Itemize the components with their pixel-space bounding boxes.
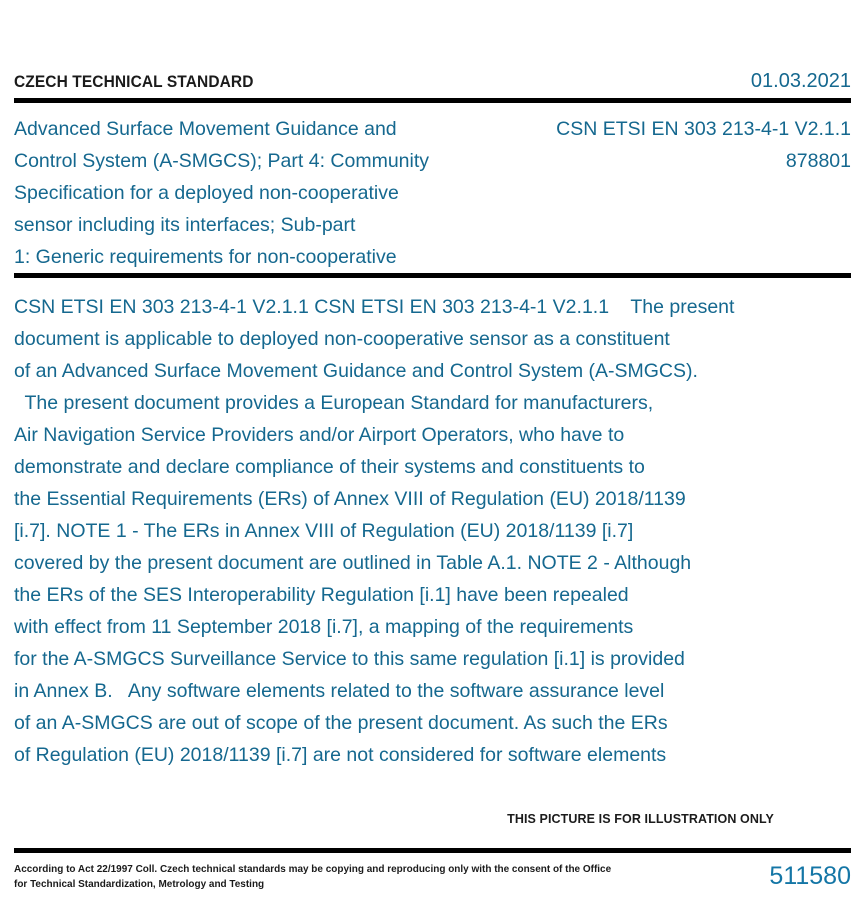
abstract-line: of an Advanced Surface Movement Guidance and Control System (A-SMGCS). bbox=[14, 360, 698, 382]
copyright-line: According to Act 22/1997 Coll. Czech technical standards may be copying and reproducing only with the consent of the Office bbox=[14, 863, 612, 875]
abstract-line: for the A-SMGCS Surveillance Service to this same regulation [i.1] is provided bbox=[14, 648, 685, 670]
abstract-line: the ERs of the SES Interoperability Regulation [i.1] have been repealed bbox=[14, 584, 629, 606]
footer-band bbox=[14, 862, 851, 892]
header-band bbox=[14, 70, 851, 93]
abstract-line: [i.7]. NOTE 1 - The ERs in Annex VIII of Regulation (EU) 2018/1139 [i.7] bbox=[14, 520, 634, 542]
abstract-line: CSN ETSI EN 303 213-4-1 V2.1.1 CSN ETSI EN 303 213-4-1 V2.1.1 The present bbox=[14, 296, 735, 318]
abstract-text-block bbox=[14, 291, 851, 771]
footer-divider-rule bbox=[14, 848, 851, 853]
abstract-line: of an A-SMGCS are out of scope of the present document. As such the ERs bbox=[14, 712, 668, 734]
abstract-line: Air Navigation Service Providers and/or Airport Operators, who have to bbox=[14, 424, 625, 446]
document-type-kicker: CZECH TECHNICAL STANDARD bbox=[14, 73, 254, 91]
title-line: Advanced Surface Movement Guidance and bbox=[14, 118, 397, 140]
title-zone bbox=[14, 113, 851, 273]
illustration-notice: THIS PICTURE IS FOR ILLUSTRATION ONLY bbox=[507, 812, 774, 826]
abstract-line: The present document provides a European Standard for manufacturers, bbox=[14, 392, 654, 414]
title-line: Control System (A-SMGCS); Part 4: Community bbox=[14, 150, 430, 172]
title-line: Specification for a deployed non-cooperative bbox=[14, 182, 399, 204]
abstract-line: demonstrate and declare compliance of their systems and constituents to bbox=[14, 456, 645, 478]
standard-title bbox=[14, 113, 429, 273]
abstract-line: with effect from 11 September 2018 [i.7], a mapping of the requirements bbox=[14, 616, 634, 638]
header-divider-rule bbox=[14, 98, 851, 103]
title-line: sensor including its interfaces; Sub-part bbox=[14, 214, 356, 236]
order-code: 511580 bbox=[769, 862, 851, 890]
abstract-line: covered by the present document are outlined in Table A.1. NOTE 2 - Although bbox=[14, 552, 692, 574]
title-line: 1: Generic requirements for non-cooperative bbox=[14, 246, 397, 268]
abstract-line: in Annex B. Any software elements related to the software assurance level bbox=[14, 680, 665, 702]
copyright-line: for Technical Standardization, Metrology and Testing bbox=[14, 878, 265, 890]
abstract-line: of Regulation (EU) 2018/1139 [i.7] are not considered for software elements bbox=[14, 744, 667, 766]
catalogue-number: 878801 bbox=[785, 150, 851, 172]
publication-date: 01.03.2021 bbox=[750, 70, 851, 92]
abstract-line: document is applicable to deployed non-cooperative sensor as a constituent bbox=[14, 328, 670, 350]
abstract-line: the Essential Requirements (ERs) of Annex VIII of Regulation (EU) 2018/1139 bbox=[14, 488, 686, 510]
copyright-notice bbox=[14, 862, 614, 892]
standard-designation bbox=[556, 113, 851, 177]
standard-number: CSN ETSI EN 303 213-4-1 V2.1.1 bbox=[556, 118, 851, 140]
title-divider-rule bbox=[14, 273, 851, 278]
